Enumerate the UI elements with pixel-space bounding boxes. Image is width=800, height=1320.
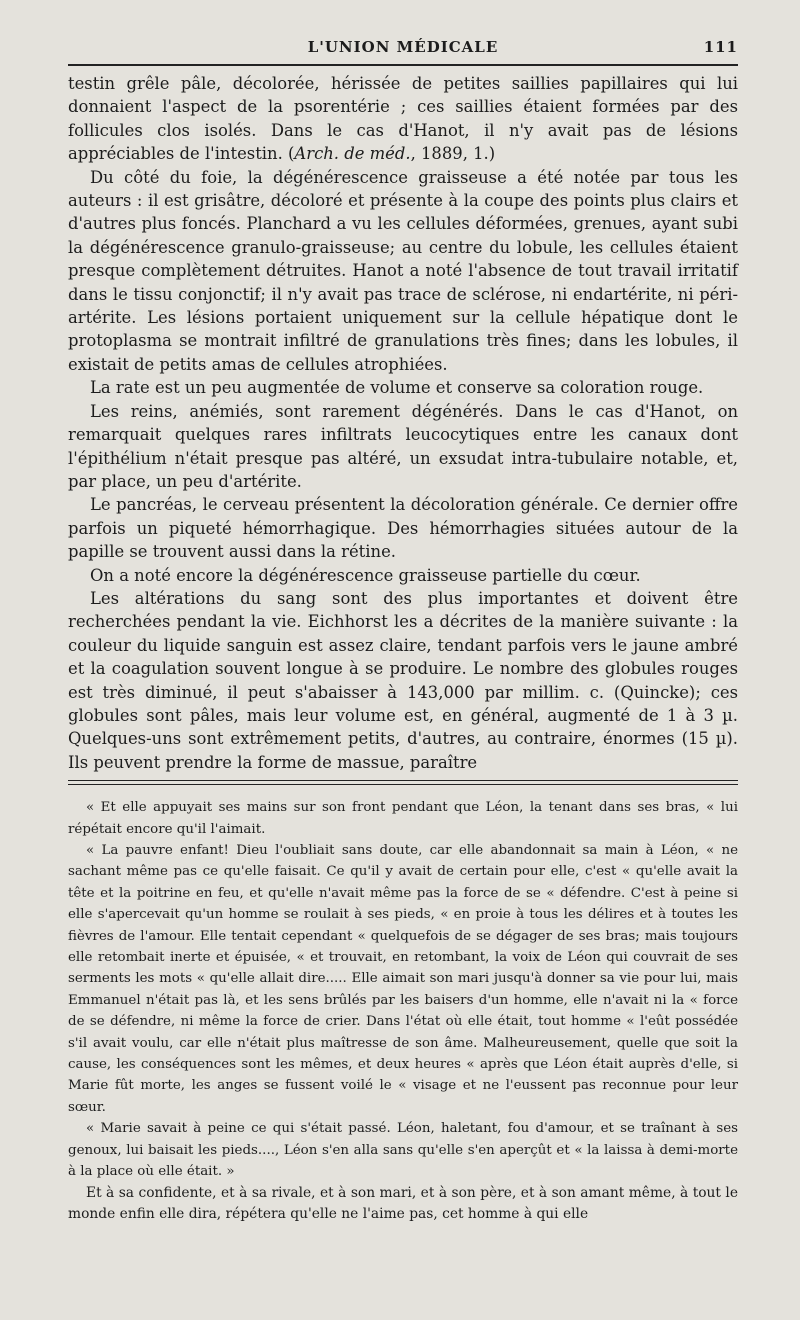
header-rule xyxy=(68,64,738,66)
main-text xyxy=(68,72,738,774)
paragraph: Du côté du foie, la dégénérescence graisseuse a été notée par tous les auteurs : il est grisâtre, décoloré et présente à la coupe des points plus clairs et d'autres plus foncés. Planchard a vu les cellules déformées, grenues, ayant subi la dégénérescence granulo-graisseuse; au centre du lobule, les cellules étaient presque complètement détruites. Hanot a noté l'absence de tout travail irritatif dans le tissu conjonctif; il n'y avait pas trace de sclérose, ni endartérite, ni péri-artérite. Les lésions portaient uniquement sur la cellule hépatique dont le protoplasma se montrait infiltré de granulations très fines; dans les lobules, il existait de petits amas de cellules atrophiées. xyxy=(68,167,738,374)
footer-paragraph: « La pauvre enfant! Dieu l'oubliait sans doute, car elle abandonnait sa main à Léon, « ne sachant même pas ce qu'elle faisait. Ce qu'il y avait de certain pour elle, c'est « qu'elle avait la tête et la poitrine en feu, et qu'elle n'avait même pas la force de se « défendre. C'est à peine si elle s'apercevait qu'un homme se roulait à ses pieds, « en proie à tous les délires et à toutes les fièvres de l'amour. Elle tentait cependant « quelquefois de se dégager de ses bras; mais toujours elle retombait inerte et épuisée, « et trouvait, en retombant, la voix de Léon qui couvrait de ses serments les mots « qu'elle allait dire..... Elle aimait son mari jusqu'à donner sa vie pour lui, mais Emmanuel n'était pas là, et les sens brûlés par les baisers d'un homme, elle n'avait ni la « force de se défendre, ni même la force de crier. Dans l'état où elle était, tout homme « l'eût possédée s'il avait voulu, car elle n'était plus maîtresse de son âme. Malheureusement, quelle que soit la cause, les conséquences sont les mêmes, et deux heures « après que Léon était auprès d'elle, si Marie fût morte, les anges se fussent voilé le « visage et ne l'eussent pas reconnue pour leur sœur. xyxy=(68,843,738,1115)
citation: Arch. de méd. xyxy=(294,144,411,164)
page-number: 111 xyxy=(703,38,738,56)
journal-title: L'UNION MÉDICALE xyxy=(307,38,499,56)
footer-paragraph: « Marie savait à peine ce qui s'était passé. Léon, haletant, fou d'amour, et se traînant à ses genoux, lui baisait les pieds...., Léon s'en alla sans qu'elle s'en aperçût et « la laissa à demi-morte à la place où elle était. » xyxy=(68,1121,738,1180)
footer-paragraph: Et à sa confidente, et à sa rivale, et à son mari, et à son père, et à son amant même, à tout le monde enfin elle dira, répétera qu'elle ne l'aime pas, cet homme à qui elle xyxy=(68,1184,738,1222)
paragraph: testin grêle pâle, décolorée, hérissée de petites saillies papillaires qui lui donnaient l'aspect de la psorentérie ; ces saillies étaient formées par des follicules clos isolés. Dans le cas d'Hanot, il n'y avait pas de lésions appréciables de l'intestin. (Arch. de méd., 1889, 1.) xyxy=(68,74,738,164)
paragraph: Les reins, anémiés, sont rarement dégénérés. Dans le cas d'Hanot, on remarquait quelques rares infiltrats leucocytiques entre les canaux dont l'épithélium n'était presque pas altéré, un exsudat intra-tubulaire notable, et, par place, un peu d'artérite. xyxy=(68,401,738,491)
paragraph: Le pancréas, le cerveau présentent la décoloration générale. Ce dernier offre parfois un piqueté hémorrhagique. Des hémorrhagies situées autour de la papille se trouvent aussi dans la rétine. xyxy=(68,495,738,562)
footer-paragraph: « Et elle appuyait ses mains sur son front pendant que Léon, la tenant dans ses bras, « lui répétait encore qu'il l'aimait. xyxy=(68,800,738,837)
paragraph: La rate est un peu augmentée de volume et conserve sa coloration rouge. xyxy=(90,378,704,398)
running-header xyxy=(68,30,738,60)
feuilleton-text xyxy=(68,797,738,1225)
paragraph: On a noté encore la dégénérescence graisseuse partielle du cœur. xyxy=(90,565,641,585)
paragraph: Les altérations du sang sont des plus importantes et doivent être recherchées pendant la vie. Eichhorst les a décrites de la manière suivante : la couleur du liquide sanguin est assez claire, tendant parfois vers le jaune ambré et la coagulation souvent longue à se produire. Le nombre des globules rouges est très diminué, il peut s'abaisser à 143,000 par millim. c. (Quincke); ces globules sont pâles, mais leur volume est, en général, augmenté de 1 à 3 µ. Quelques-uns sont extrêmement petits, d'autres, au contraire, énormes (15 µ). Ils peuvent prendre la forme de massue, paraître xyxy=(68,588,738,772)
footer-rule xyxy=(68,780,738,785)
